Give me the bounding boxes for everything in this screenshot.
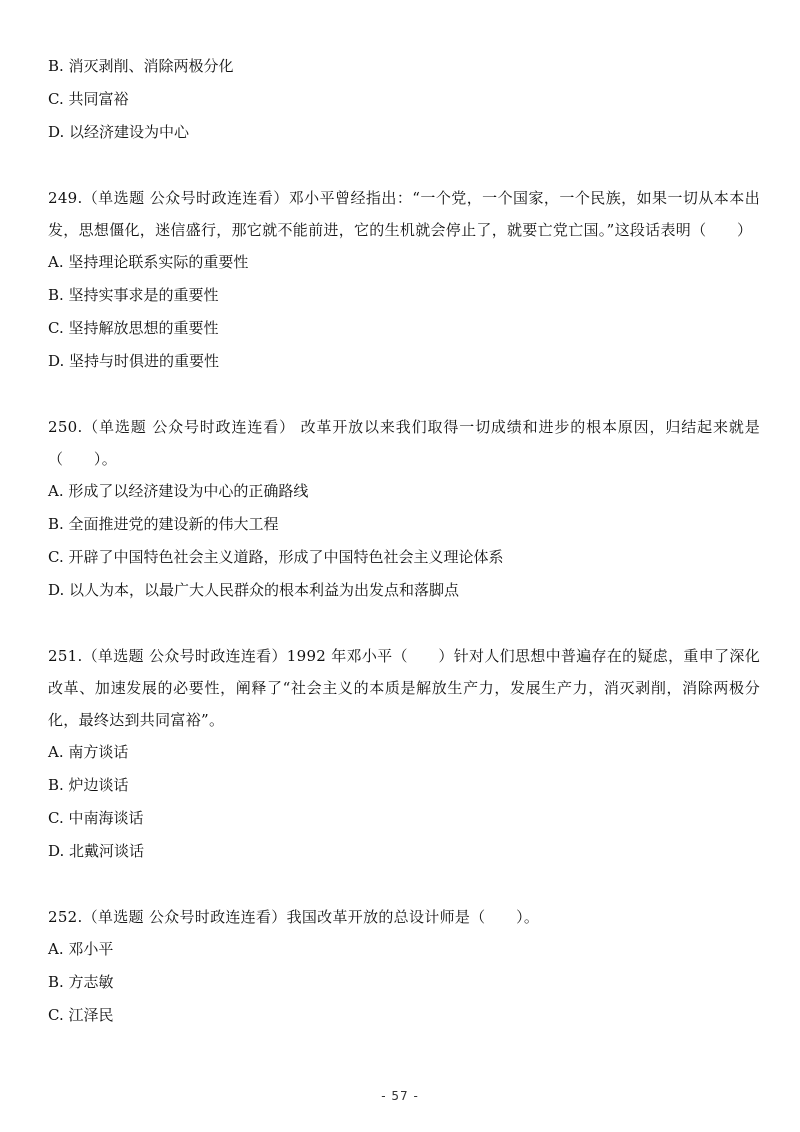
question-text: 251.（单选题 公众号时政连连看）1992 年邓小平（ ）针对人们思想中普遍存在的疑虑，重申了深化改革、加速发展的必要性，阐释了“社会主义的本质是解放生产力，发展生产力，消灭剥削，消除两极分化，最终达到共同富裕”。 — [48, 647, 760, 729]
option-line: A. 形成了以经济建设为中心的正确路线 — [48, 482, 309, 500]
option-line: B. 全面推进党的建设新的伟大工程 — [48, 515, 279, 533]
option-line: C. 坚持解放思想的重要性 — [48, 319, 219, 337]
question-252 — [48, 901, 760, 1032]
option-line: B. 炉边谈话 — [48, 776, 129, 794]
question-251 — [48, 640, 760, 868]
option-line: D. 以经济建设为中心 — [48, 123, 190, 141]
option-line: D. 北戴河谈话 — [48, 842, 145, 860]
question-text: 249.（单选题 公众号时政连连看）邓小平曾经指出：“一个党，一个国家，一个民族，如果一切从本本出发，思想僵化，迷信盛行，那它就不能前进，它的生机就会停止了，就要亡党亡国。”这段话表明（ ） — [48, 189, 760, 239]
page-number: - 57 - — [381, 1089, 419, 1103]
option-line: C. 开辟了中国特色社会主义道路，形成了中国特色社会主义理论体系 — [48, 548, 504, 566]
document-page — [48, 50, 760, 1032]
option-line: C. 共同富裕 — [48, 90, 129, 108]
option-line: C. 中南海谈话 — [48, 809, 144, 827]
option-line: B. 消灭剥削、消除两极分化 — [48, 57, 234, 75]
option-line: A. 坚持理论联系实际的重要性 — [48, 253, 249, 271]
question-text: 252.（单选题 公众号时政连连看）我国改革开放的总设计师是（ ）。 — [48, 908, 540, 926]
continued-options — [48, 50, 760, 149]
question-text: 250.（单选题 公众号时政连连看） 改革开放以来我们取得一切成绩和进步的根本原因，归结起来就是（ ）。 — [48, 418, 760, 468]
option-line: D. 以人为本，以最广大人民群众的根本利益为出发点和落脚点 — [48, 581, 460, 599]
option-line: A. 邓小平 — [48, 940, 114, 958]
option-line: A. 南方谈话 — [48, 743, 129, 761]
question-249 — [48, 182, 760, 378]
option-line: D. 坚持与时俱进的重要性 — [48, 352, 220, 370]
question-250 — [48, 411, 760, 607]
option-line: B. 坚持实事求是的重要性 — [48, 286, 219, 304]
option-line: B. 方志敏 — [48, 973, 114, 991]
option-line: C. 江泽民 — [48, 1006, 114, 1024]
